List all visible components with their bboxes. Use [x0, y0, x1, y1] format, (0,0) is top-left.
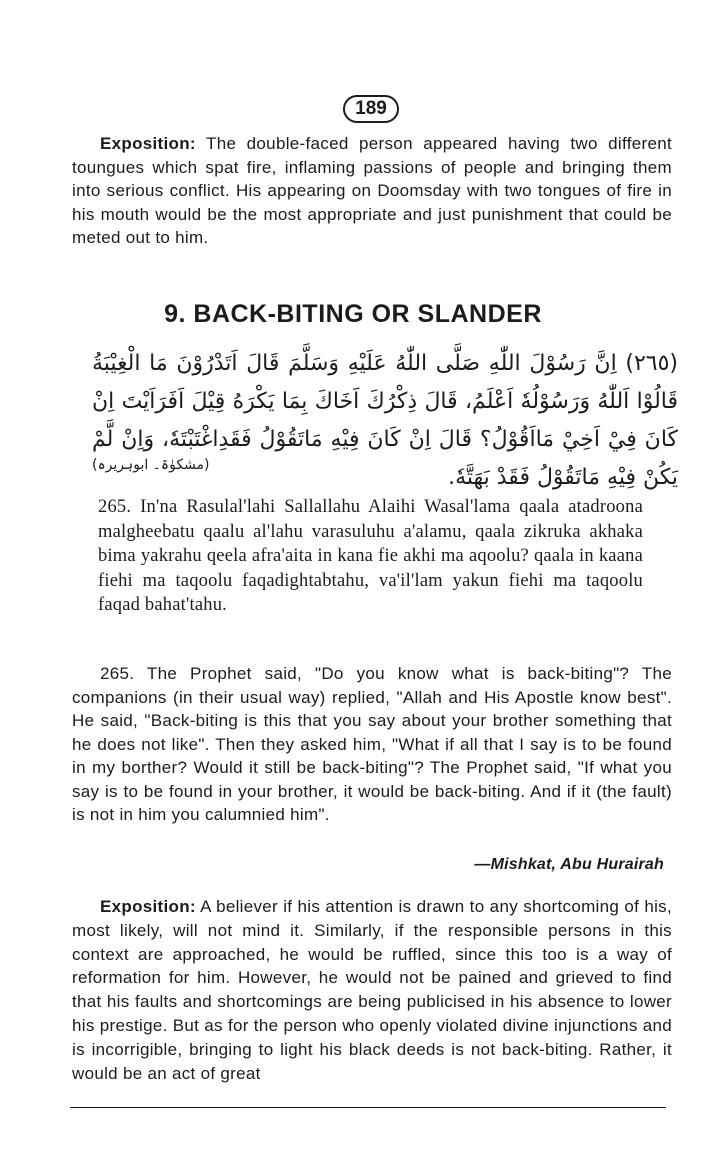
- hadith-source-attribution: —Mishkat, Abu Hurairah: [474, 856, 664, 873]
- page-number: 189: [343, 95, 399, 123]
- exposition-label: Exposition:: [100, 897, 196, 916]
- section-heading: 9. BACK-BITING OR SLANDER: [164, 300, 542, 328]
- exposition-paragraph-1: [72, 132, 672, 250]
- hadith-translation: 265. The Prophet said, "Do you know what is back-biting"? The companions (in their usual way) replied, "Allah and His Apostle know best". He said, "Back-biting is this that you say about your brother something that he does not like". Then they asked him, "What if all that I say is to be found in my borther? Would it still be back-biting"? The Prophet said, "If what you say is to be found in your brother, it would be back-biting. And if it (the fault) is not in him you calumnied him".: [72, 664, 672, 824]
- hadith-arabic-text: (٢٦٥) اِنَّ رَسُوْلَ اللّٰهِ صَلَّى اللّٰهُ عَلَيْهِ وَسَلَّمَ قَالَ اَتَدْرُوْنَ مَا الْغِيْبَةُ قَالُوْا اَللّٰهُ وَرَسُوْلُهٗ اَعْلَمُ، قَالَ ذِكْرُكَ اَخَاكَ بِمَا يَكْرَهُ قِيْلَ اَفَرَاَيْتَ اِنْ كَانَ فِيْ اَخِيْ مَااَقُوْلُ؟ قَالَ اِنْ كَانَ فِيْهِ مَاتَقُوْلُ فَقَدِاغْتَبْتَهٗ، وَاِنْ لَّمْ يَكُنْ فِيْهِ مَاتَقُوْلُ فَقَدْ بَهَتَّهٗ.: [92, 351, 678, 490]
- exposition-paragraph-2: [72, 895, 672, 1085]
- exposition-text: A believer if his attention is drawn to any shortcoming of his, most likely, will not mind it. Similarly, if the responsible persons in this context are approached, he would be ruffled, since this too is a way of reformation for him. However, he would not be pained and grieved to find that his faults and shortcomings are being publicised in his absence to lower his prestige. But as for the person who openly violated divine injunctions and is incorrigible, bringing to light his black deeds is not back-biting. Rather, it would be an act of great: [72, 897, 672, 1083]
- hadith-transliteration: 265. In'na Rasulal'lahi Sallallahu Alaihi Wasal'lama qaala atadroona malgheebatu qaalu al'lahu varasuluhu a'alamu, qaala zikruka akhaka bima yakrahu qeela afra'aita in kana fie akhi ma aqoolu? qaala in kaana fiehi ma taqoolu faqadightabtahu, va'il'lam yakun fiehi ma taqoolu faqad bahat'tahu.: [98, 497, 643, 615]
- exposition-text: The double-faced person appeared having two different toungues which spat fire, inflaming passions of people and bringing them into serious conflict. His appearing on Doomsday with two tongues of fire in his mouth would be the most appropriate and just punishment that could be meted out to him.: [72, 134, 672, 247]
- underline-rule: [70, 1107, 666, 1108]
- exposition-label: Exposition:: [100, 134, 196, 153]
- hadith-arabic-source: (مشکوٰۃ۔ ابوہریرہ): [92, 457, 210, 473]
